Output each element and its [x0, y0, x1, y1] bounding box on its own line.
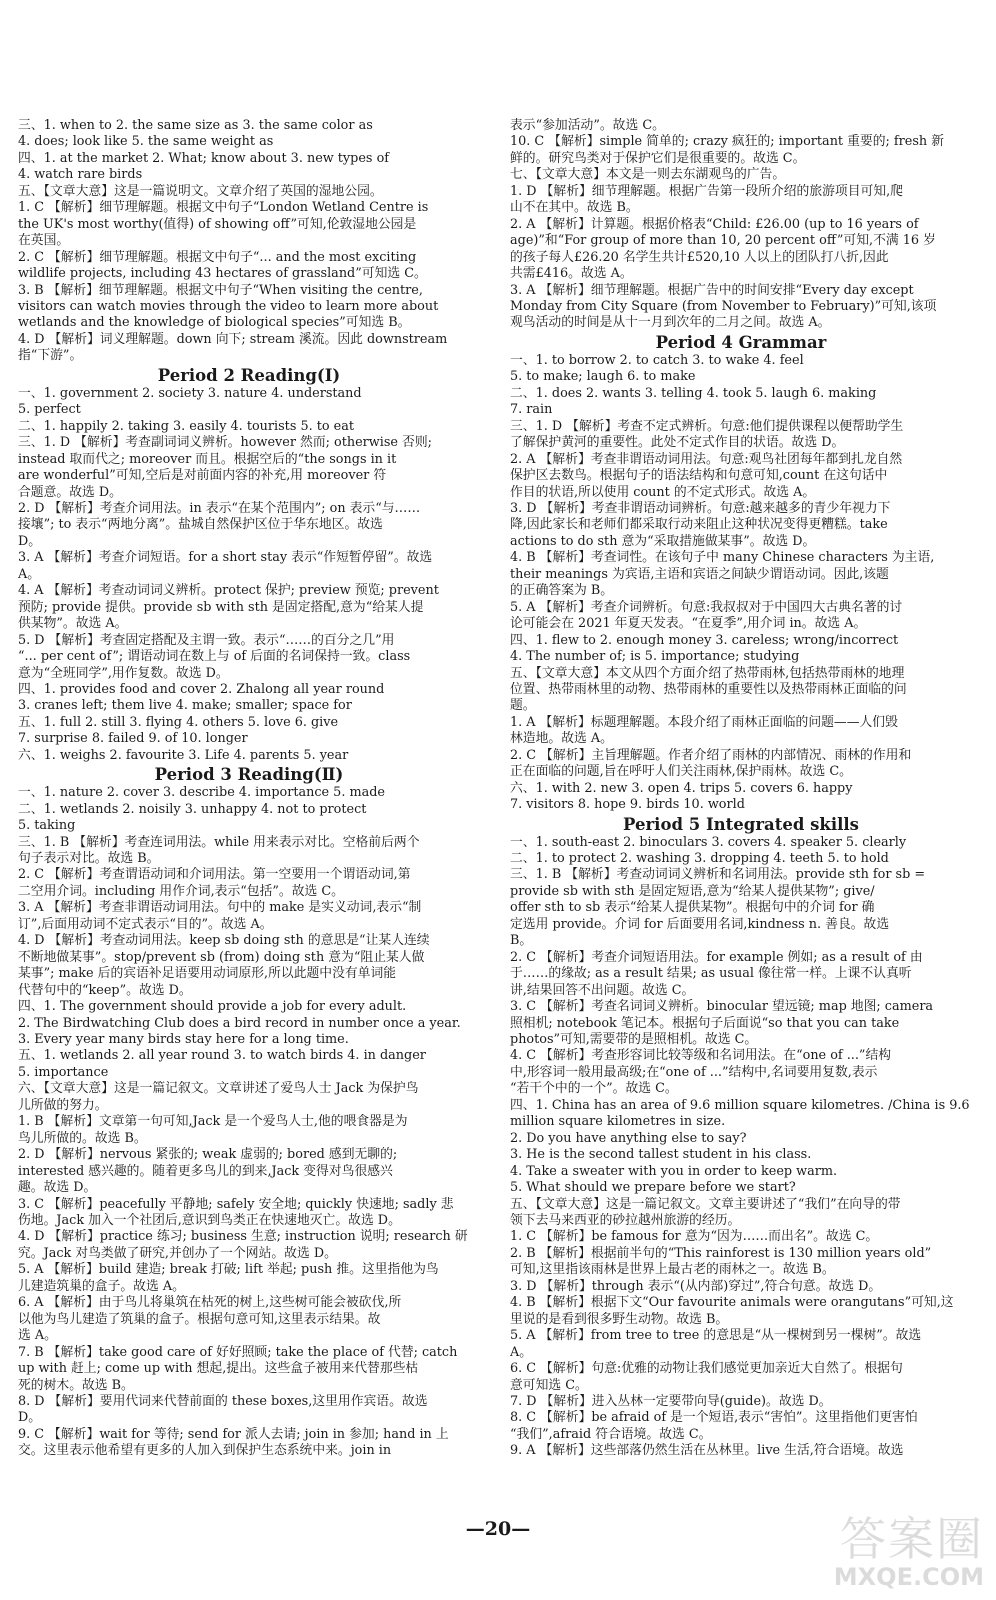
text-line: 鸟儿所做的。故选 B。 [18, 1130, 147, 1146]
text-line: 4. Take a sweater with you in order to keep warm. [510, 1163, 838, 1179]
text-line: 9. C 【解析】wait for 等待; send for 派人去请; join in 参加; hand in 上 [18, 1426, 449, 1442]
text-line: 4. C 【解析】考查形容词比较等级和名词用法。在“one of ...”结构 [510, 1048, 892, 1064]
text-line: 7. surprise 8. failed 9. of 10. longer [18, 731, 248, 747]
text-line: B。 [510, 933, 533, 949]
text-line: “若干个中的一个”。故选 C。 [510, 1081, 678, 1097]
text-line: 二、1. wetlands 2. noisily 3. unhappy 4. not to protect [18, 801, 367, 817]
text-line: 山不在其中。故选 B。 [510, 200, 639, 216]
text-line: 二、1. to protect 2. washing 3. dropping 4. teeth 5. to hold [510, 851, 889, 867]
text-line: D。 [18, 533, 42, 549]
text-line: 四、1. at the market 2. What; know about 3. new types of [18, 150, 390, 166]
watermark-text: 答案圈 [840, 1512, 984, 1566]
text-line: 定选用 provide。介词 for 后面要用名词,kindness n. 善良。故选 [510, 916, 890, 932]
text-line: 五、【文章大意】本文从四个方面介绍了热带雨林,包括热带雨林的地理 [510, 665, 905, 681]
section-heading: Period 4 Grammar [655, 332, 827, 352]
text-line: 四、1. China has an area of 9.6 million square kilometres. /China is 9.6 [510, 1097, 970, 1113]
text-line: “我们”,afraid 符合语境。故选 C。 [510, 1426, 712, 1442]
text-line: 2. Do you have anything else to say? [510, 1130, 747, 1146]
right-column [510, 118, 972, 1460]
text-line: 1. D 【解析】细节理解题。根据广告第一段所介绍的旅游项目可知,爬 [510, 183, 903, 199]
text-line: 题。 [510, 698, 536, 714]
text-line: 7. rain [510, 402, 553, 418]
text-line: 4. watch rare birds [18, 167, 143, 183]
text-line: 合题意。故选 D。 [18, 484, 122, 500]
text-line: 3. C 【解析】peacefully 平静地; safely 安全地; quickly 快速地; sadly 悲 [18, 1196, 454, 1212]
text-line: 2. A 【解析】计算题。根据价格表“Child: £26.00 (up to 16 years of [510, 216, 919, 232]
text-line: 3. D 【解析】through 表示“(从内部)穿过”,符合句意。故选 D。 [510, 1278, 882, 1294]
text-line: 三、1. B 【解析】考查动词词义辨析和名词用法。provide sth for sb = [510, 867, 926, 883]
text-line: A。 [510, 1344, 533, 1360]
text-line: D。 [18, 1410, 42, 1426]
text-line: 作目的状语,所以使用 count 的不定式形式。故选 A。 [510, 484, 816, 500]
text-line: 8. C 【解析】be afraid of 是一个短语,表示“害怕”。这里指他们更害怕 [510, 1410, 918, 1426]
text-line: 七、【文章大意】本文是一则去东湖观鸟的广告。 [510, 167, 786, 183]
section-heading: Period 2 Reading(Ⅰ) [157, 365, 341, 385]
text-line: 了解保护黄河的重要性。此处不定式作目的状语。故选 D。 [510, 435, 845, 451]
text-line: 五、1. wetlands 2. all year round 3. to watch birds 4. in danger [18, 1048, 426, 1064]
text-line: 儿建造筑巢的盒子。故选 A。 [18, 1278, 185, 1294]
text-line: Monday from City Square (from November to February)”可知,该项 [510, 298, 937, 314]
text-line: 鲜的。研究鸟类对于保护它们是很重要的。故选 C。 [510, 150, 806, 166]
text-line: 五、【文章大意】这是一篇说明文。文章介绍了英国的湿地公园。 [18, 183, 383, 199]
text-line: 的孩子每人£26.20 名学生共计£520,10 人以上的团队打八折,因此 [510, 249, 889, 265]
text-line: 三、1. when to 2. the same size as 3. the same color as [18, 118, 373, 133]
text-line: 1. A 【解析】标题理解题。本段介绍了雨林正面临的问题——人们毁 [510, 714, 898, 730]
text-line: photos”可知,需要带的是照相机。故选 C。 [510, 1032, 758, 1048]
text-line: 5. What should we prepare before we start? [510, 1180, 796, 1196]
text-line: 不断地做某事”。stop/prevent sb (from) doing sth 意为“阻止某人做 [18, 949, 425, 965]
text-line: 2. A 【解析】考查非谓语动词用法。句意:观鸟社团每年都到扎龙自然 [510, 451, 903, 467]
text-line: age)”和“For group of more than 10, 20 percent off”可知,不满 16 岁 [510, 233, 936, 249]
text-line: 2. C 【解析】细节理解题。根据文中句子“... and the most exciting [18, 249, 417, 265]
text-line: 3. C 【解析】考查名词词义辨析。binocular 望远镜; map 地图; camera [510, 999, 934, 1015]
text-line: 意可知选 C。 [510, 1377, 588, 1393]
text-line: 共需£416。故选 A。 [510, 266, 633, 282]
text-line: 在英国。 [18, 233, 70, 249]
text-line: wildlife projects, including 43 hectares of grassland”可知选 C。 [18, 266, 427, 282]
text-line: 7. visitors 8. hope 9. birds 10. world [510, 797, 745, 813]
text-line: 6. A 【解析】由于鸟儿将巢筑在枯死的树上,这些树可能会被砍伐,所 [18, 1295, 402, 1311]
text-line: 里说的是看到很多野生动物。故选 B。 [510, 1311, 729, 1327]
text-line: 3. A 【解析】细节理解题。根据广告中的时间安排“Every day except [510, 282, 914, 298]
left-column [18, 118, 480, 1460]
text-line: 某事”; make 后的宾语补足语要用动词原形,所以此题中没有单词能 [18, 966, 397, 982]
text-line: 死的树木。故选 B。 [18, 1377, 134, 1393]
text-line: 代替句中的“keep”。故选 D。 [18, 982, 192, 998]
text-line: 中,形容词一般用最高级;在“one of ...”结构中,名词要用复数,表示 [510, 1064, 878, 1080]
text-line: 2. C 【解析】考查谓语动词和介词用法。第一空要用一个谓语动词,第 [18, 867, 411, 883]
text-line: 3. cranes left; them live 4. make; smaller; space for [18, 698, 352, 714]
text-line: 降,因此家长和老师们都采取行动来阻止这种状况变得更糟糕。take [510, 517, 888, 533]
text-line: 保护区去数鸟。根据句子的语法结构和句意可知,count 在这句话中 [510, 468, 888, 484]
text-line: 一、1. government 2. society 3. nature 4. understand [18, 385, 362, 401]
text-line: 4. D 【解析】考查动词用法。keep sb doing sth 的意思是“让某人连续 [18, 933, 430, 949]
text-line: 接壤”; to 表示“两地分离”。盐城自然保护区位于华东地区。故选 [18, 517, 383, 533]
text-line: 交。这里表示他希望有更多的人加入到保护生态系统中来。join in [18, 1443, 392, 1459]
text-line: 4. does; look like 5. the same weight as [18, 134, 274, 150]
text-line: A。 [18, 566, 41, 582]
text-line: 4. D 【解析】practice 练习; business 生意; instruction 说明; research 研 [18, 1229, 468, 1245]
text-line: 二空用介词。including 用作介词,表示“包括”。故选 C。 [18, 883, 344, 899]
text-line: 4. B 【解析】考查词性。在该句子中 many Chinese characters 为主语, [510, 550, 935, 566]
text-line: 二、1. does 2. wants 3. telling 4. took 5. laugh 6. making [510, 385, 877, 401]
text-line: 5. D 【解析】考查固定搭配及主谓一致。表示“……的百分之几”用 [18, 632, 395, 648]
text-line: 可知,这里指该雨林是世界上最古老的雨林之一。故选 B。 [510, 1262, 835, 1278]
text-line: 四、1. The government should provide a job for every adult. [18, 999, 407, 1015]
text-line: 8. D 【解析】要用代词来代替前面的 these boxes,这里用作宾语。故选 [18, 1393, 428, 1409]
text-line: 4. D 【解析】词义理解题。down 向下; stream 溪流。因此 downstream [18, 331, 448, 347]
text-line: 9. A 【解析】这些部落仍然生活在丛林里。live 生活,符合语境。故选 [510, 1443, 904, 1459]
text-line: 5. A 【解析】from tree to tree 的意思是“从一棵树到另一棵树”。故选 [510, 1328, 922, 1344]
text-line: 5. importance [18, 1064, 109, 1080]
text-line: 以他为鸟儿建造了筑巢的盒子。根据句意可知,这里表示结果。故 [18, 1311, 381, 1327]
section-heading: Period 3 Reading(Ⅱ) [154, 765, 344, 785]
text-line: 三、1. D 【解析】考查不定式辨析。句意:他们提供课程以便帮助学生 [510, 418, 904, 434]
text-line: 订”,后面用动词不定式表示“目的”。故选 A。 [18, 916, 273, 932]
text-line: 六、1. with 2. new 3. open 4. trips 5. covers 6. happy [510, 780, 853, 796]
text-line: 四、1. flew to 2. enough money 3. careless; wrong/incorrect [510, 632, 899, 648]
text-line: 儿所做的努力。 [18, 1097, 108, 1113]
text-line: 一、1. to borrow 2. to catch 3. to wake 4. feel [510, 352, 804, 368]
text-line: 表示“参加活动”。故选 C。 [510, 118, 665, 133]
text-line: wetlands and the knowledge of biological species”可知选 B。 [18, 315, 411, 331]
text-line: 5. taking [18, 818, 76, 834]
text-line: 2. C 【解析】主旨理解题。作者介绍了雨林的内部情况、雨林的作用和 [510, 747, 912, 763]
text-line: 2. The Birdwatching Club does a bird record in number once a year. [18, 1015, 461, 1031]
text-line: 观鸟活动的时间是从十一月到次年的二月之间。故选 A。 [510, 315, 831, 331]
text-line: 供某物”。故选 A。 [18, 616, 128, 632]
text-line: 究。Jack 对鸟类做了研究,并创办了一个网站。故选 D。 [18, 1245, 337, 1261]
watermark-logo [794, 1514, 984, 1594]
text-line: 3. Every year many birds stay here for a long time. [18, 1032, 349, 1048]
text-line: 二、1. happily 2. taking 3. easily 4. tourists 5. to eat [18, 418, 354, 434]
text-line: 六、【文章大意】这是一篇记叙文。文章讲述了爱鸟人士 Jack 为保护鸟 [18, 1081, 419, 1097]
text-line: 4. A 【解析】考查动词词义辨析。protect 保护; preview 预览; prevent [18, 583, 439, 599]
text-line: 5. A 【解析】考查介词辨析。句意:我叔叔对于中国四大古典名著的讨 [510, 599, 903, 615]
text-line: 3. He is the second tallest student in his class. [510, 1147, 812, 1163]
text-line: 讲,结果回答不出问题。故选 C。 [510, 982, 695, 998]
text-line: 六、1. weighs 2. favourite 3. Life 4. parents 5. year [18, 747, 349, 763]
text-line: 领下去马来西亚的砂拉越州旅游的经历。 [510, 1213, 741, 1228]
text-line: 于……的缘故; as a result 结果; as usual 像往常一样。上课不认真听 [510, 966, 912, 982]
text-line: 7. B 【解析】take good care of 好好照顾; take the place of 代替; catch [18, 1344, 458, 1360]
text-line: offer sth to sb 表示“给某人提供某物”。根据句中的介词 for 确 [510, 900, 875, 916]
text-line: 3. D 【解析】考查非谓语动词辨析。句意:越来越多的青少年视力下 [510, 500, 891, 516]
text-line: 5. to make; laugh 6. to make [510, 369, 696, 385]
text-line: 意为“全班同学”,用作复数。故选 D。 [18, 665, 229, 681]
text-line: 5. perfect [18, 402, 81, 418]
text-line: 1. C 【解析】be famous for 意为“因为……而出名”。故选 C。 [510, 1229, 879, 1245]
text-line: 1. C 【解析】细节理解题。根据文中句子“London Wetland Centre is [18, 200, 429, 216]
section-heading: Period 5 Integrated skills [623, 814, 859, 834]
text-line: the UK's most worthy(值得) of showing off”可知,伦敦湿地公园是 [18, 216, 417, 232]
text-line: 五、1. full 2. still 3. flying 4. others 5. love 6. give [18, 714, 339, 730]
text-line: 7. D 【解析】进入丛林一定要带向导(guide)。故选 D。 [510, 1393, 832, 1409]
text-line: 5. A 【解析】build 建造; break 打破; lift 举起; push 推。这里指他为鸟 [18, 1262, 439, 1278]
text-line: 3. A 【解析】考查非谓语动词用法。句中的 make 是实义动词,表示“制 [18, 900, 422, 916]
text-line: 指“下游”。 [18, 348, 83, 364]
text-line: 选 A。 [18, 1328, 57, 1344]
text-line: provide sb with sth 是固定短语,意为“给某人提供某物”; give/ [510, 883, 875, 899]
text-line: actions to do sth 意为“采取措施做某事”。故选 D。 [510, 533, 816, 549]
text-line: 4. B 【解析】根据下文“Our favourite animals were orangutans”可知,这 [510, 1295, 954, 1311]
text-line: 3. B 【解析】细节理解题。根据文中句子“When visiting the centre, [18, 282, 423, 298]
text-line: 4. The number of; is 5. importance; studying [510, 649, 800, 665]
text-line: 的正确答案为 B。 [510, 583, 614, 599]
text-line: 伤地。Jack 加入一个社团后,意识到鸟类正在快速地灭亡。故选 D。 [18, 1213, 401, 1228]
text-line: “... per cent of”; 谓语动词在数上与 of 后面的名词保持一致。class [18, 649, 411, 665]
text-line: 句子表示对比。故选 B。 [18, 851, 160, 867]
text-line: 位置、热带雨林里的动物、热带雨林的重要性以及热带雨林正面临的问 [510, 681, 907, 697]
text-line: interested 感兴趣的。随着更多鸟儿的到来,Jack 变得对鸟很感兴 [18, 1163, 393, 1179]
text-line: are wonderful”可知,空后是对前面内容的补充,用 moreover 符 [18, 468, 387, 484]
text-line: 3. A 【解析】考查介词短语。for a short stay 表示“作短暂停留”。故选 [18, 550, 433, 566]
text-line: 三、1. D 【解析】考查副词词义辨析。however 然而; otherwise 否则; [18, 435, 432, 451]
text-line: 2. D 【解析】考查介词用法。in 表示“在某个范围内”; on 表示“与…… [18, 500, 421, 516]
text-line: 1. B 【解析】文章第一句可知,Jack 是一个爱鸟人士,他的喂食器是为 [18, 1114, 408, 1130]
text-line: 一、1. nature 2. cover 3. describe 4. importance 5. made [18, 785, 385, 801]
text-line: their meanings 为宾语,主语和宾语之间缺少谓语动词。因此,该题 [510, 566, 889, 582]
text-line: 正在面临的问题,旨在呼吁人们关注雨林,保护雨林。故选 C。 [510, 764, 852, 780]
text-line: 论可能会在 2021 年夏天发表。“在夏季”,用介词 in。故选 A。 [510, 616, 867, 632]
text-line: 五、【文章大意】这是一篇记叙文。文章主要讲述了“我们”在向导的带 [510, 1196, 901, 1212]
text-line: million square kilometres in size. [510, 1114, 726, 1130]
text-line: 一、1. south-east 2. binoculars 3. covers 4. speaker 5. clearly [510, 834, 907, 850]
text-line: 四、1. provides food and cover 2. Zhalong all year round [18, 681, 385, 697]
text-line: 2. B 【解析】根据前半句的“This rainforest is 130 million years old” [510, 1245, 932, 1261]
text-line: visitors can watch movies through the video to learn more about [18, 298, 439, 314]
text-line: instead 取而代之; moreover 而且。根据空后的“the songs in it [18, 451, 397, 467]
text-line: 2. C 【解析】考查介词短语用法。for example 例如; as a result of 由 [510, 949, 923, 965]
text-line: 6. C 【解析】句意:优雅的动物让我们感觉更加亲近大自然了。根据句 [510, 1361, 903, 1377]
text-line: up with 赶上; come up with 想起,提出。这些盒子被用来代替那些枯 [18, 1361, 419, 1377]
page-number: —20— [465, 1518, 531, 1540]
text-line: 趣。故选 D。 [18, 1180, 97, 1196]
text-line: 2. D 【解析】nervous 紧张的; weak 虚弱的; bored 感到无聊的; [18, 1147, 398, 1163]
text-line: 预防; provide 提供。provide sb with sth 是固定搭配,意为“给某人提 [18, 599, 424, 615]
text-line: 照相机; notebook 笔记本。根据句子后面说“so that you can take [510, 1015, 900, 1031]
text-line: 三、1. B 【解析】考查连词用法。while 用来表示对比。空格前后两个 [18, 834, 420, 850]
watermark-url: MXQE.COM [833, 1563, 984, 1591]
text-line: 10. C 【解析】simple 简单的; crazy 疯狂的; important 重要的; fresh 新 [510, 134, 945, 150]
text-line: 林造地。故选 A。 [510, 731, 613, 747]
